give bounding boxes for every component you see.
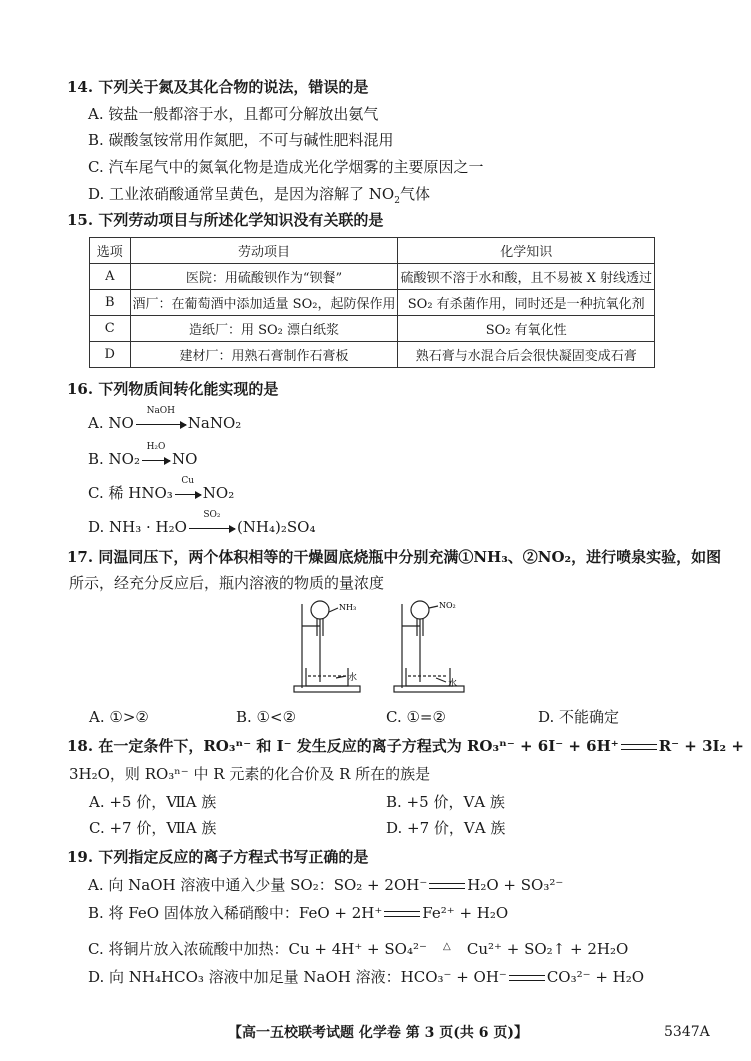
q14-stem: 14. 下列关于氮及其化合物的说法，错误的是 bbox=[67, 78, 369, 96]
q17-stem-1: 17. 同温同压下，两个体积相等的干燥圆底烧瓶中分别充满①NH₃、②NO₂，进行喷泉实验，如图 bbox=[67, 548, 722, 566]
q14-option-a: A. 铵盐一般都溶于水，且都可分解放出氨气 bbox=[88, 105, 379, 123]
q18-option-b: B. +5 价，ⅤA 族 bbox=[386, 793, 505, 811]
q18-options-row-1 bbox=[0, 791, 751, 813]
q18-option-a: A. +5 价，ⅦA 族 bbox=[89, 793, 217, 811]
q18-stem-1: 18. 在一定条件下，RO₃ⁿ⁻ 和 I⁻ 发生反应的离子方程式为 RO₃ⁿ⁻ + 6I⁻ + 6H⁺ R⁻ + 3I₂ + bbox=[67, 737, 744, 755]
q19-option-b: B. 将 FeO 固体放入稀硝酸中：FeO + 2H⁺ Fe²⁺ + H₂O bbox=[88, 904, 509, 922]
q17-option-d: D. 不能确定 bbox=[538, 708, 620, 726]
q18-option-c: C. +7 价，ⅦA 族 bbox=[89, 819, 217, 837]
exam-code: 5347A bbox=[664, 1024, 710, 1040]
table-row: C 造纸厂：用 SO₂ 漂白纸浆 SO₂ 有氧化性 bbox=[90, 316, 655, 342]
heat-symbol: △ bbox=[443, 941, 451, 952]
q18-stem-2: 3H₂O，则 RO₃ⁿ⁻ 中 R 元素的化合价及 R 所在的族是 bbox=[69, 765, 431, 783]
q16-option-a: A. NO NaOH NaNO₂ bbox=[88, 406, 242, 432]
q14-option-c: C. 汽车尾气中的氮氧化物是造成光化学烟雾的主要原因之一 bbox=[88, 158, 484, 176]
q17-option-b: B. ①<② bbox=[236, 708, 297, 726]
q17-option-a: A. ①>② bbox=[89, 708, 149, 726]
q16-stem: 16. 下列物质间转化能实现的是 bbox=[67, 380, 279, 398]
fountain-experiment-figure bbox=[290, 596, 480, 696]
q16-option-d: D. NH₃ · H₂O SO₂ (NH₄)₂SO₄ bbox=[88, 510, 316, 536]
figure-label-no2: NO₂ bbox=[439, 601, 456, 610]
q19-option-c: C. 将铜片放入浓硫酸中加热：Cu + 4H⁺ + SO₄²⁻ △ Cu²⁺ + SO₂↑ + 2H₂O bbox=[88, 938, 628, 960]
q15-table bbox=[89, 237, 655, 368]
table-row: A 医院：用硫酸钡作为“钡餐” 硫酸钡不溶于水和酸，且不易被 X 射线透过 bbox=[90, 264, 655, 290]
q16-option-c: C. 稀 HNO₃ Cu NO₂ bbox=[88, 476, 235, 502]
q17-stem-2: 所示，经充分反应后，瓶内溶液的物质的量浓度 bbox=[69, 574, 385, 592]
q14-option-b: B. 碳酸氢铵常用作氮肥，不可与碱性肥料混用 bbox=[88, 131, 394, 149]
table-row: D 建材厂：用熟石膏制作石膏板 熟石膏与水混合后会很快凝固变成石膏 bbox=[90, 342, 655, 368]
q19-option-a: A. 向 NaOH 溶液中通入少量 SO₂：SO₂ + 2OH⁻ H₂O + SO₃²⁻ bbox=[88, 876, 564, 894]
q18-options-row-2 bbox=[0, 817, 751, 839]
q17-option-c: C. ①=② bbox=[386, 708, 446, 726]
table-header-row: 选项 劳动项目 化学知识 bbox=[90, 238, 655, 264]
q16-option-b: B. NO₂ H₂O NO bbox=[88, 442, 198, 468]
figure-label-nh3: NH₃ bbox=[339, 603, 357, 612]
q19-stem: 19. 下列指定反应的离子方程式书写正确的是 bbox=[67, 848, 369, 866]
q15-stem: 15. 下列劳动项目与所述化学知识没有关联的是 bbox=[67, 211, 384, 229]
figure-label-water-right: 水 bbox=[448, 679, 458, 689]
q18-option-d: D. +7 价，ⅤA 族 bbox=[386, 819, 506, 837]
page-footer: 【高一五校联考试题 化学卷 第 3 页(共 6 页)】 bbox=[228, 1025, 528, 1041]
q14-option-d: D. 工业浓硝酸通常呈黄色，是因为溶解了 $NO_2$气体 bbox=[88, 185, 430, 206]
figure-label-water-left: 水 bbox=[348, 673, 358, 683]
table-row: B 酒厂：在葡萄酒中添加适量 SO₂，起防保作用 SO₂ 有杀菌作用，同时还是一种抗氧化剂 bbox=[90, 290, 655, 316]
q17-options bbox=[0, 706, 751, 728]
q19-option-d: D. 向 NH₄HCO₃ 溶液中加足量 NaOH 溶液：HCO₃⁻ + OH⁻ CO₃²⁻ + H₂O bbox=[88, 968, 645, 986]
